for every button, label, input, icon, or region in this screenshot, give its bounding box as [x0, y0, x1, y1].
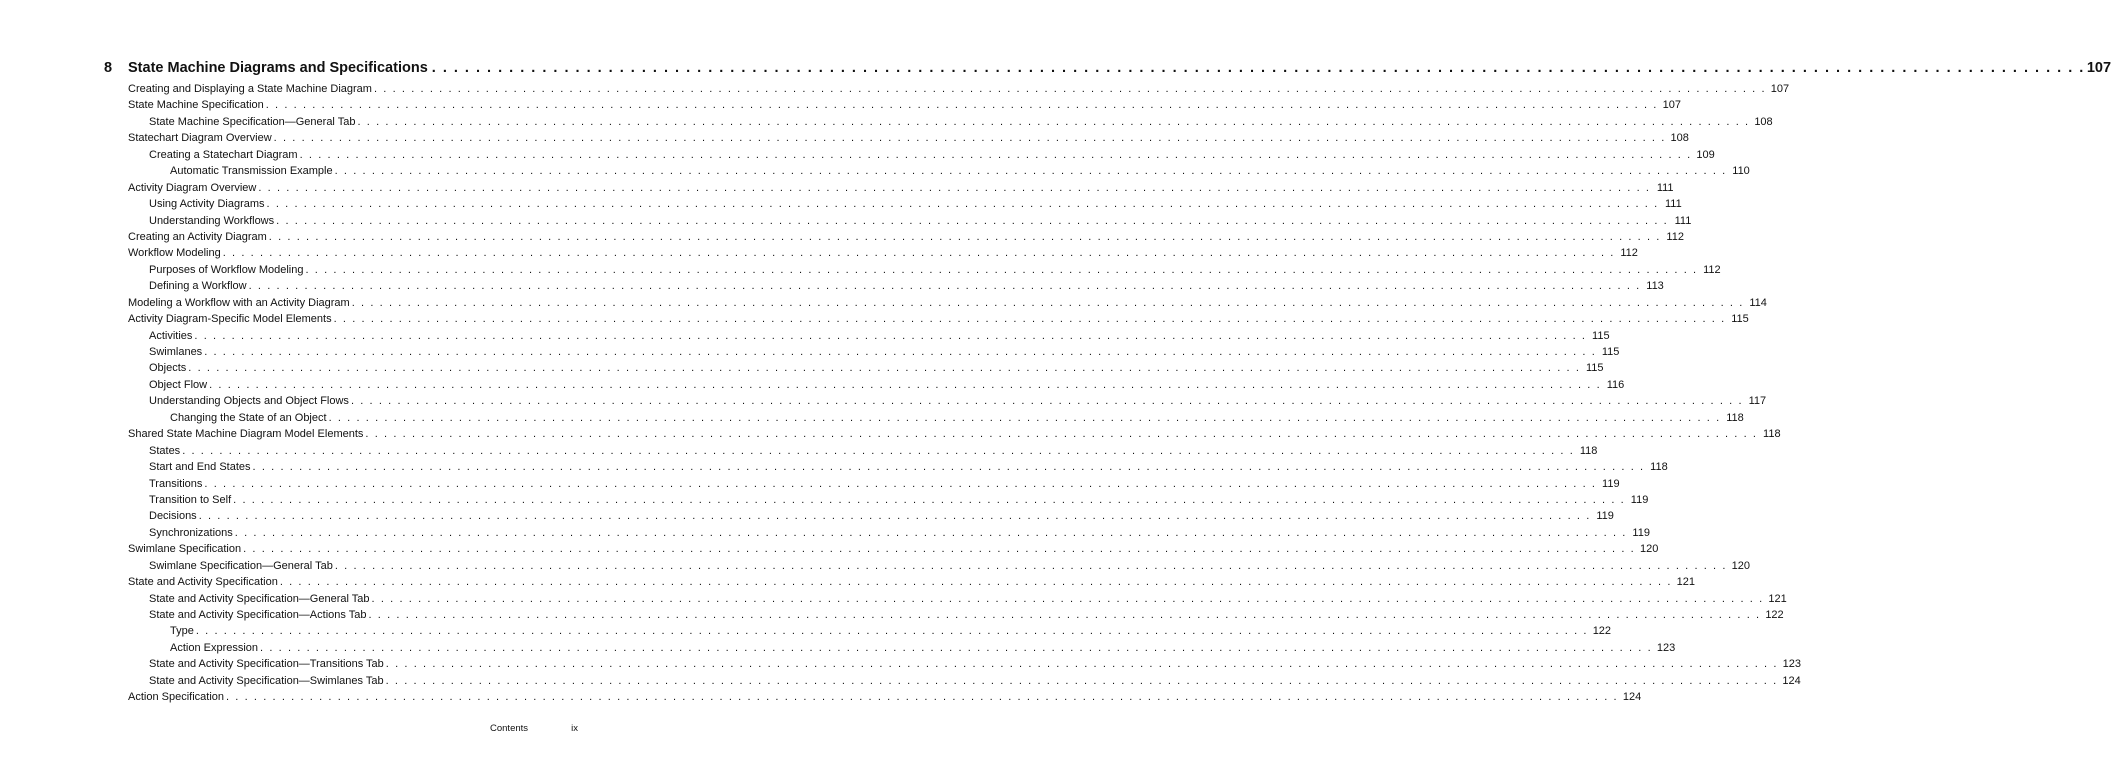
toc-entry-title: Creating a Statechart Diagram	[149, 148, 298, 161]
toc-entry-page: 123	[1656, 641, 1676, 654]
toc-entry[interactable]	[128, 541, 1659, 557]
toc-entry-page: 119	[1596, 510, 1614, 523]
toc-entry-title: Start and End States	[149, 461, 251, 474]
toc-entry-title: State Machine Specification—General Tab	[149, 115, 356, 128]
toc-entry-title: Defining a Workflow	[149, 280, 247, 293]
dot-leader: . . . . . . . . . . . . . . . . . . . . . . . . . . . . . . . . . . . . . . . . . . . . . . . . . . . . . . . . . . . . . . . . . . . . . . . . . . . . . . . . . . . . . . . . . . . . . . . . . . . . . . . . . . . . . . . . . . . . . . . . . . . . . . . . . . . . . . . . . . . . . . . . . . . . . .	[385, 658, 1778, 671]
dot-leader: . . . . . . . . . . . . . . . . . . . . . . . . . . . . . . . . . . . . . . . . . . . . . . . . . . . . . . . . . . . . . . . . . . . . . . . . . . . . . . . . . . . . . . . . . . . . . . . . . . . . . . . . . . . . . . . . . . . . . . . . . . . . . . . . . . . . . . . . . . . . . . . . . . . . . .	[279, 576, 1672, 589]
dot-leader: . . . . . . . . . . . . . . . . . . . . . . . . . . . . . . . . . . . . . . . . . . . . . . . . . . . . . . . . . . . . . . . . . . . . . . . . . . . . . . . . . . . . . . . . . . . . . . . . . . . . . . . . . . . . . . . . . . . . . . . . . . . . . . . . . . . . . . . . . . . . . . . . . . . . . .	[234, 526, 1627, 539]
toc-entry[interactable]	[128, 623, 1612, 639]
dot-leader: . . . . . . . . . . . . . . . . . . . . . . . . . . . . . . . . . . . . . . . . . . . . . . . . . . . . . . . . . . . . . . . . . . . . . . . . . . . . . . . . . . . . . . . . . . . . . . . . . . . . . . . . . . . . . . . . . . . . . . . . . . . . . . . . . . . . . . . . . . . . . . . . . . . . . .	[194, 329, 1587, 342]
toc-entry[interactable]	[128, 229, 1684, 245]
toc-entry-page: 115	[1731, 313, 1749, 326]
toc-entry-title: Synchronizations	[149, 526, 233, 539]
toc-entry-title: Object Flow	[149, 378, 208, 391]
toc-entry-title: Statechart Diagram Overview	[128, 132, 272, 145]
toc-entry-title: Creating an Activity Diagram	[128, 230, 267, 243]
dot-leader: . . . . . . . . . . . . . . . . . . . . . . . . . . . . . . . . . . . . . . . . . . . . . . . . . . . . . . . . . . . . . . . . . . . . . . . . . . . . . . . . . . . . . . . . . . . . . . . . . . . . . . . . . . . . . . . . . . . . . . . . . . . . . . . . . . . . . . . . . . . . . . . . . . . . . .	[431, 60, 2085, 76]
toc-entry-title: Activities	[149, 329, 193, 342]
toc-entry[interactable]	[128, 393, 1767, 409]
toc-entry-title: Understanding Objects and Object Flows	[149, 395, 349, 408]
toc-entry[interactable]	[128, 262, 1721, 278]
dot-leader: . . . . . . . . . . . . . . . . . . . . . . . . . . . . . . . . . . . . . . . . . . . . . . . . . . . . . . . . . . . . . . . . . . . . . . . . . . . . . . . . . . . . . . . . . . . . . . . . . . . . . . . . . . . . . . . . . . . . . . . . . . . . . . . . . . . . . . . . . . . . . . . . . . . . . .	[182, 444, 1575, 457]
toc-entry[interactable]	[128, 344, 1620, 360]
toc-entry[interactable]	[128, 673, 1801, 689]
toc-entry[interactable]	[128, 574, 1695, 590]
toc-entry-title: State Machine Specification	[128, 99, 264, 112]
toc-entry[interactable]	[128, 410, 1744, 426]
toc-entry-page: 115	[1585, 362, 1604, 375]
toc-entry-page: 116	[1606, 378, 1625, 391]
toc-entry[interactable]	[128, 525, 1650, 541]
toc-entry-title: Automatic Transmission Example	[170, 165, 333, 178]
page-footer	[490, 723, 578, 734]
dot-leader: . . . . . . . . . . . . . . . . . . . . . . . . . . . . . . . . . . . . . . . . . . . . . . . . . . . . . . . . . . . . . . . . . . . . . . . . . . . . . . . . . . . . . . . . . . . . . . . . . . . . . . . . . . . . . . . . . . . . . . . . . . . . . . . . . . . . . . . . . . . . . . . . . . . . . .	[385, 674, 1778, 687]
toc-entry-page: 111	[1674, 214, 1692, 227]
toc-entry-page: 108	[1670, 132, 1689, 145]
toc-entry[interactable]	[128, 278, 1664, 294]
toc-entry-title: State and Activity Specification	[128, 576, 278, 589]
toc-entry-page: 124	[1782, 674, 1801, 687]
toc-entry-page: 124	[1622, 691, 1642, 704]
toc-entry[interactable]	[128, 689, 1642, 705]
toc-entry-page: 120	[1731, 559, 1751, 572]
dot-leader: . . . . . . . . . . . . . . . . . . . . . . . . . . . . . . . . . . . . . . . . . . . . . . . . . . . . . . . . . . . . . . . . . . . . . . . . . . . . . . . . . . . . . . . . . . . . . . . . . . . . . . . . . . . . . . . . . . . . . . . . . . . . . . . . . . . . . . . . . . . . . . . . . . . . . .	[243, 543, 1636, 556]
toc-entry[interactable]	[128, 180, 1674, 196]
toc-entry-title: Using Activity Diagrams	[149, 198, 265, 211]
toc-entry-title: Transition to Self	[149, 493, 232, 506]
toc-entry[interactable]	[128, 443, 1598, 459]
toc-entry-title: State and Activity Specification—General Tab	[149, 592, 370, 605]
dot-leader: . . . . . . . . . . . . . . . . . . . . . . . . . . . . . . . . . . . . . . . . . . . . . . . . . . . . . . . . . . . . . . . . . . . . . . . . . . . . . . . . . . . . . . . . . . . . . . . . . . . . . . . . . . . . . . . . . . . . . . . . . . . . . . . . . . . . . . . . . . . . . . . . . . . . . .	[350, 395, 1744, 408]
toc-entry[interactable]	[128, 607, 1784, 623]
dot-leader: . . . . . . . . . . . . . . . . . . . . . . . . . . . . . . . . . . . . . . . . . . . . . . . . . . . . . . . . . . . . . . . . . . . . . . . . . . . . . . . . . . . . . . . . . . . . . . . . . . . . . . . . . . . . . . . . . . . . . . . . . . . . . . . . . . . . . . . . . . . . . . . . . . . . . .	[333, 313, 1726, 326]
toc-entry-title: Swimlanes	[149, 346, 203, 358]
toc-entry-title: Changing the State of an Object	[170, 411, 327, 424]
dot-leader: . . . . . . . . . . . . . . . . . . . . . . . . . . . . . . . . . . . . . . . . . . . . . . . . . . . . . . . . . . . . . . . . . . . . . . . . . . . . . . . . . . . . . . . . . . . . . . . . . . . . . . . . . . . . . . . . . . . . . . . . . . . . . . . . . . . . . . . . . . . . . . . . . . . . . .	[258, 181, 1651, 194]
toc-entry-page: 122	[1765, 609, 1784, 621]
toc-entry-title: Decisions	[149, 510, 197, 523]
toc-entry-title: Transitions	[149, 477, 203, 490]
toc-entry-page: 112	[1620, 247, 1638, 260]
toc-entry-page: 118	[1650, 461, 1668, 474]
toc-entry[interactable]	[128, 360, 1604, 376]
toc-entry-page: 118	[1763, 428, 1781, 441]
chapter-number: 8	[104, 60, 113, 76]
toc-entry-title: Swimlane Specification—General Tab	[149, 559, 333, 572]
toc-entry[interactable]	[128, 558, 1751, 574]
dot-leader: . . . . . . . . . . . . . . . . . . . . . . . . . . . . . . . . . . . . . . . . . . . . . . . . . . . . . . . . . . . . . . . . . . . . . . . . . . . . . . . . . . . . . . . . . . . . . . . . . . . . . . . . . . . . . . . . . . . . . . . . . . . . . . . . . . . . . . . . . . . . . . . . . . . . . .	[260, 641, 1653, 654]
toc-entry[interactable]	[128, 147, 1715, 163]
dot-leader: . . . . . . . . . . . . . . . . . . . . . . . . . . . . . . . . . . . . . . . . . . . . . . . . . . . . . . . . . . . . . . . . . . . . . . . . . . . . . . . . . . . . . . . . . . . . . . . . . . . . . . . . . . . . . . . . . . . . . . . . . . . . . . . . . . . . . . . . . . . . . . . . . . . . . .	[188, 362, 1581, 375]
dot-leader: . . . . . . . . . . . . . . . . . . . . . . . . . . . . . . . . . . . . . . . . . . . . . . . . . . . . . . . . . . . . . . . . . . . . . . . . . . . . . . . . . . . . . . . . . . . . . . . . . . . . . . . . . . . . . . . . . . . . . . . . . . . . . . . . . . . . . . . . . . . . . . . . . . . . . .	[204, 477, 1597, 490]
dot-leader: . . . . . . . . . . . . . . . . . . . . . . . . . . . . . . . . . . . . . . . . . . . . . . . . . . . . . . . . . . . . . . . . . . . . . . . . . . . . . . . . . . . . . . . . . . . . . . . . . . . . . . . . . . . . . . . . . . . . . . . . . . . . . . . . . . . . . . . . . . . . . . . . . . . . . .	[248, 280, 1641, 293]
toc-entry-title: Action Expression	[170, 641, 259, 654]
toc-entry[interactable]	[128, 81, 1790, 97]
toc-entry[interactable]	[128, 377, 1625, 393]
toc-entry[interactable]	[128, 492, 1649, 508]
toc-list	[128, 81, 1801, 706]
dot-leader: . . . . . . . . . . . . . . . . . . . . . . . . . . . . . . . . . . . . . . . . . . . . . . . . . . . . . . . . . . . . . . . . . . . . . . . . . . . . . . . . . . . . . . . . . . . . . . . . . . . . . . . . . . . . . . . . . . . . . . . . . . . . . . . . . . . . . . . . . . . . . . . . . . . . . .	[357, 115, 1750, 128]
toc-entry-page: 111	[1665, 198, 1682, 211]
toc-entry-page: 118	[1579, 444, 1598, 457]
toc-entry-title: Objects	[149, 362, 187, 375]
dot-leader: . . . . . . . . . . . . . . . . . . . . . . . . . . . . . . . . . . . . . . . . . . . . . . . . . . . . . . . . . . . . . . . . . . . . . . . . . . . . . . . . . . . . . . . . . . . . . . . . . . . . . . . . . . . . . . . . . . . . . . . . . . . . . . . . . . . . . . . . . . . . . . . . . . . . . .	[195, 625, 1589, 638]
toc-entry-page: 107	[1770, 83, 1790, 95]
toc-entry-page: 118	[1726, 411, 1744, 424]
dot-leader: . . . . . . . . . . . . . . . . . . . . . . . . . . . . . . . . . . . . . . . . . . . . . . . . . . . . . . . . . . . . . . . . . . . . . . . . . . . . . . . . . . . . . . . . . . . . . . . . . . . . . . . . . . . . . . . . . . . . . . . . . . . . . . . . . . . . . . . . . . . . . . . . . . . . . .	[226, 691, 1619, 704]
dot-leader: . . . . . . . . . . . . . . . . . . . . . . . . . . . . . . . . . . . . . . . . . . . . . . . . . . . . . . . . . . . . . . . . . . . . . . . . . . . . . . . . . . . . . . . . . . . . . . . . . . . . . . . . . . . . . . . . . . . . . . . . . . . . . . . . . . . . . . . . . . . . . . . . . . . . . .	[351, 296, 1744, 309]
dot-leader: . . . . . . . . . . . . . . . . . . . . . . . . . . . . . . . . . . . . . . . . . . . . . . . . . . . . . . . . . . . . . . . . . . . . . . . . . . . . . . . . . . . . . . . . . . . . . . . . . . . . . . . . . . . . . . . . . . . . . . . . . . . . . . . . . . . . . . . . . . . . . . . . . . . . . .	[305, 263, 1698, 276]
toc-entry-page: 112	[1703, 263, 1721, 276]
toc-entry-page: 119	[1630, 493, 1649, 506]
dot-leader: . . . . . . . . . . . . . . . . . . . . . . . . . . . . . . . . . . . . . . . . . . . . . . . . . . . . . . . . . . . . . . . . . . . . . . . . . . . . . . . . . . . . . . . . . . . . . . . . . . . . . . . . . . . . . . . . . . . . . . . . . . . . . . . . . . . . . . . . . . . . . . . . . . . . . .	[299, 148, 1692, 161]
dot-leader: . . . . . . . . . . . . . . . . . . . . . . . . . . . . . . . . . . . . . . . . . . . . . . . . . . . . . . . . . . . . . . . . . . . . . . . . . . . . . . . . . . . . . . . . . . . . . . . . . . . . . . . . . . . . . . . . . . . . . . . . . . . . . . . . . . . . . . . . . . . . . . . . . . . . . .	[204, 346, 1597, 358]
dot-leader: . . . . . . . . . . . . . . . . . . . . . . . . . . . . . . . . . . . . . . . . . . . . . . . . . . . . . . . . . . . . . . . . . . . . . . . . . . . . . . . . . . . . . . . . . . . . . . . . . . . . . . . . . . . . . . . . . . . . . . . . . . . . . . . . . . . . . . . . . . . . . . . . . . . . . .	[328, 411, 1721, 424]
toc-entry[interactable]	[128, 591, 1787, 607]
toc-entry-title: Activity Diagram Overview	[128, 181, 257, 194]
toc-entry-page: 123	[1782, 658, 1801, 671]
chapter-title: State Machine Diagrams and Specifications	[128, 60, 428, 76]
toc-entry[interactable]	[128, 311, 1749, 327]
toc-entry-page: 110	[1732, 165, 1750, 178]
toc-entry-page: 115	[1601, 346, 1620, 358]
dot-leader: . . . . . . . . . . . . . . . . . . . . . . . . . . . . . . . . . . . . . . . . . . . . . . . . . . . . . . . . . . . . . . . . . . . . . . . . . . . . . . . . . . . . . . . . . . . . . . . . . . . . . . . . . . . . . . . . . . . . . . . . . . . . . . . . . . . . . . . . . . . . . . . . . . . . . .	[334, 559, 1728, 572]
toc-entry-page: 122	[1592, 625, 1612, 638]
toc-entry-page: 120	[1639, 543, 1659, 556]
toc-entry-page: 107	[1662, 99, 1681, 112]
dot-leader: . . . . . . . . . . . . . . . . . . . . . . . . . . . . . . . . . . . . . . . . . . . . . . . . . . . . . . . . . . . . . . . . . . . . . . . . . . . . . . . . . . . . . . . . . . . . . . . . . . . . . . . . . . . . . . . . . . . . . . . . . . . . . . . . . . . . . . . . . . . . . . . . . . . . . .	[368, 609, 1761, 621]
toc-entry[interactable]	[128, 459, 1668, 475]
toc-entry[interactable]	[128, 508, 1614, 524]
toc-entry-page: 121	[1768, 592, 1787, 605]
toc-entry[interactable]	[128, 114, 1773, 130]
toc-entry[interactable]	[128, 328, 1610, 344]
dot-leader: . . . . . . . . . . . . . . . . . . . . . . . . . . . . . . . . . . . . . . . . . . . . . . . . . . . . . . . . . . . . . . . . . . . . . . . . . . . . . . . . . . . . . . . . . . . . . . . . . . . . . . . . . . . . . . . . . . . . . . . . . . . . . . . . . . . . . . . . . . . . . . . . . . . . . .	[334, 165, 1727, 178]
dot-leader: . . . . . . . . . . . . . . . . . . . . . . . . . . . . . . . . . . . . . . . . . . . . . . . . . . . . . . . . . . . . . . . . . . . . . . . . . . . . . . . . . . . . . . . . . . . . . . . . . . . . . . . . . . . . . . . . . . . . . . . . . . . . . . . . . . . . . . . . . . . . . . . . . . . . . .	[373, 83, 1767, 95]
chapter-page: 107	[2086, 60, 2111, 76]
toc-entry-page: 111	[1656, 181, 1674, 194]
toc-entry-title: Action Specification	[128, 691, 224, 704]
toc-entry-page: 113	[1646, 280, 1664, 293]
toc-entry-page: 119	[1632, 526, 1650, 539]
toc-entry-title: Purposes of Workflow Modeling	[149, 263, 304, 276]
toc-entry-page: 117	[1748, 395, 1767, 408]
dot-leader: . . . . . . . . . . . . . . . . . . . . . . . . . . . . . . . . . . . . . . . . . . . . . . . . . . . . . . . . . . . . . . . . . . . . . . . . . . . . . . . . . . . . . . . . . . . . . . . . . . . . . . . . . . . . . . . . . . . . . . . . . . . . . . . . . . . . . . . . . . . . . . . . . . . . . .	[268, 230, 1661, 243]
toc-entry-page: 115	[1592, 329, 1610, 342]
footer-section: Contents	[490, 723, 529, 734]
footer-page-number: ix	[571, 723, 578, 734]
toc-entry-page: 112	[1666, 230, 1684, 243]
toc-entry[interactable]	[128, 476, 1620, 492]
toc-entry-title: State and Activity Specification—Transitions Tab	[149, 658, 384, 671]
dot-leader: . . . . . . . . . . . . . . . . . . . . . . . . . . . . . . . . . . . . . . . . . . . . . . . . . . . . . . . . . . . . . . . . . . . . . . . . . . . . . . . . . . . . . . . . . . . . . . . . . . . . . . . . . . . . . . . . . . . . . . . . . . . . . . . . . . . . . . . . . . . . . . . . . . . . . .	[209, 378, 1602, 391]
toc-entry-title: Shared State Machine Diagram Model Elements	[128, 428, 364, 441]
toc-entry-title: States	[149, 444, 181, 457]
toc-entry[interactable]	[128, 163, 1750, 179]
toc-entry-page: 121	[1676, 576, 1695, 589]
dot-leader: . . . . . . . . . . . . . . . . . . . . . . . . . . . . . . . . . . . . . . . . . . . . . . . . . . . . . . . . . . . . . . . . . . . . . . . . . . . . . . . . . . . . . . . . . . . . . . . . . . . . . . . . . . . . . . . . . . . . . . . . . . . . . . . . . . . . . . . . . . . . . . . . . . . . . .	[266, 198, 1659, 211]
toc-entry[interactable]	[128, 245, 1638, 261]
toc-entry[interactable]	[128, 656, 1801, 672]
toc-entry-title: State and Activity Specification—Swimlanes Tab	[149, 674, 384, 687]
toc-entry-title: Workflow Modeling	[128, 247, 221, 260]
toc-entry[interactable]	[128, 130, 1689, 146]
dot-leader: . . . . . . . . . . . . . . . . . . . . . . . . . . . . . . . . . . . . . . . . . . . . . . . . . . . . . . . . . . . . . . . . . . . . . . . . . . . . . . . . . . . . . . . . . . . . . . . . . . . . . . . . . . . . . . . . . . . . . . . . . . . . . . . . . . . . . . . . . . . . . . . . . . . . . .	[198, 510, 1591, 523]
dot-leader: . . . . . . . . . . . . . . . . . . . . . . . . . . . . . . . . . . . . . . . . . . . . . . . . . . . . . . . . . . . . . . . . . . . . . . . . . . . . . . . . . . . . . . . . . . . . . . . . . . . . . . . . . . . . . . . . . . . . . . . . . . . . . . . . . . . . . . . . . . . . . . . . . . . . . .	[233, 493, 1626, 506]
dot-leader: . . . . . . . . . . . . . . . . . . . . . . . . . . . . . . . . . . . . . . . . . . . . . . . . . . . . . . . . . . . . . . . . . . . . . . . . . . . . . . . . . . . . . . . . . . . . . . . . . . . . . . . . . . . . . . . . . . . . . . . . . . . . . . . . . . . . . . . . . . . . . . . . . . . . . .	[371, 592, 1764, 605]
toc-entry-title: Understanding Workflows	[149, 214, 275, 227]
toc-entry-page: 114	[1749, 296, 1767, 309]
toc-entry-title: Swimlane Specification	[128, 543, 242, 556]
toc-entry-title: State and Activity Specification—Actions Tab	[149, 609, 367, 621]
toc-entry-title: Type	[170, 625, 194, 638]
toc-entry-title: Modeling a Workflow with an Activity Diagram	[128, 296, 350, 309]
chapter-heading[interactable]	[104, 58, 2111, 78]
toc-entry-page: 109	[1696, 148, 1715, 161]
toc-entry-title: Creating and Displaying a State Machine Diagram	[128, 83, 372, 95]
dot-leader: . . . . . . . . . . . . . . . . . . . . . . . . . . . . . . . . . . . . . . . . . . . . . . . . . . . . . . . . . . . . . . . . . . . . . . . . . . . . . . . . . . . . . . . . . . . . . . . . . . . . . . . . . . . . . . . . . . . . . . . . . . . . . . . . . . . . . . . . . . . . . . . . . . . . . .	[273, 132, 1666, 145]
toc-entry[interactable]	[128, 196, 1682, 212]
toc-entry[interactable]	[128, 295, 1767, 311]
dot-leader: . . . . . . . . . . . . . . . . . . . . . . . . . . . . . . . . . . . . . . . . . . . . . . . . . . . . . . . . . . . . . . . . . . . . . . . . . . . . . . . . . . . . . . . . . . . . . . . . . . . . . . . . . . . . . . . . . . . . . . . . . . . . . . . . . . . . . . . . . . . . . . . . . . . . . .	[276, 214, 1669, 227]
toc-entry[interactable]	[128, 640, 1676, 656]
dot-leader: . . . . . . . . . . . . . . . . . . . . . . . . . . . . . . . . . . . . . . . . . . . . . . . . . . . . . . . . . . . . . . . . . . . . . . . . . . . . . . . . . . . . . . . . . . . . . . . . . . . . . . . . . . . . . . . . . . . . . . . . . . . . . . . . . . . . . . . . . . . . . . . . . . . . . .	[265, 99, 1658, 112]
toc-entry-title: Activity Diagram-Specific Model Elements	[128, 313, 332, 326]
toc-entry[interactable]	[128, 97, 1681, 113]
dot-leader: . . . . . . . . . . . . . . . . . . . . . . . . . . . . . . . . . . . . . . . . . . . . . . . . . . . . . . . . . . . . . . . . . . . . . . . . . . . . . . . . . . . . . . . . . . . . . . . . . . . . . . . . . . . . . . . . . . . . . . . . . . . . . . . . . . . . . . . . . . . . . . . . . . . . . .	[222, 247, 1615, 260]
dot-leader: . . . . . . . . . . . . . . . . . . . . . . . . . . . . . . . . . . . . . . . . . . . . . . . . . . . . . . . . . . . . . . . . . . . . . . . . . . . . . . . . . . . . . . . . . . . . . . . . . . . . . . . . . . . . . . . . . . . . . . . . . . . . . . . . . . . . . . . . . . . . . . . . . . . . . .	[365, 428, 1758, 441]
dot-leader: . . . . . . . . . . . . . . . . . . . . . . . . . . . . . . . . . . . . . . . . . . . . . . . . . . . . . . . . . . . . . . . . . . . . . . . . . . . . . . . . . . . . . . . . . . . . . . . . . . . . . . . . . . . . . . . . . . . . . . . . . . . . . . . . . . . . . . . . . . . . . . . . . . . . . .	[252, 461, 1645, 474]
toc-entry[interactable]	[128, 213, 1692, 229]
toc-entry[interactable]	[128, 426, 1781, 442]
toc-entry-page: 119	[1602, 477, 1620, 490]
toc-entry-page: 108	[1754, 115, 1773, 128]
